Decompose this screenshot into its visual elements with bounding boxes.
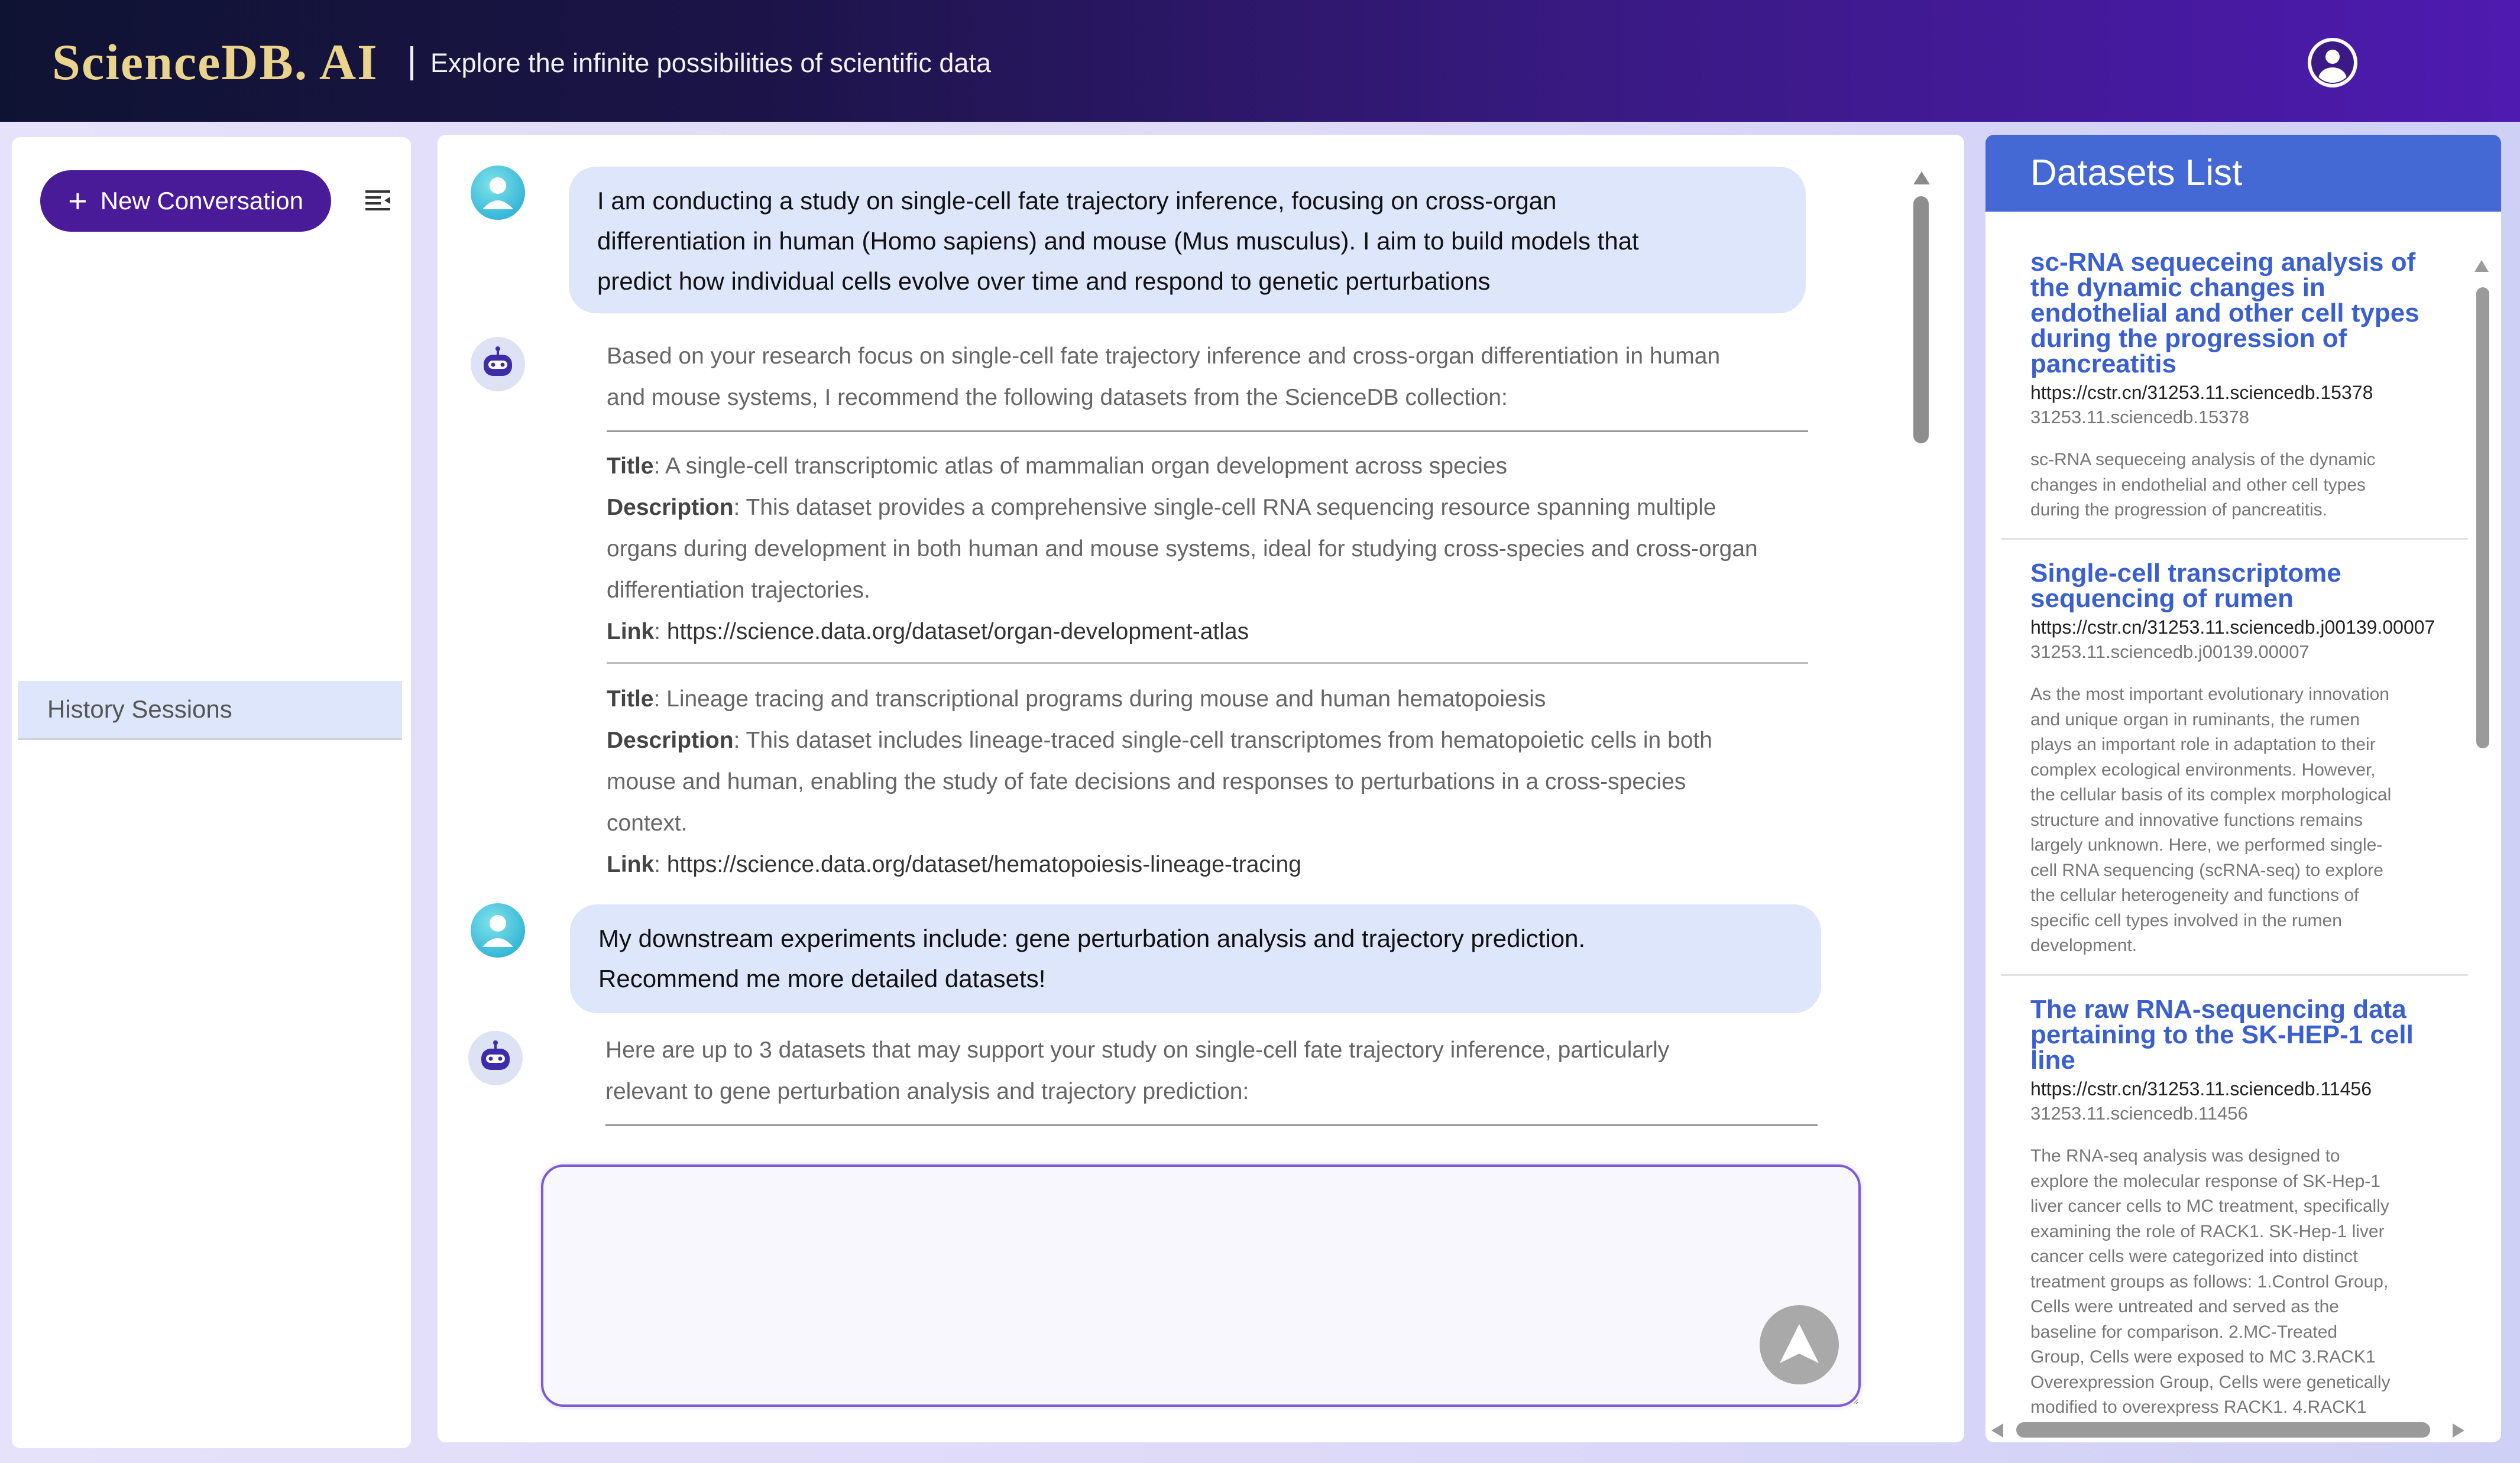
- dataset-card-id: 31253.11.sciencedb.j00139.00007: [2030, 641, 2310, 662]
- assistant-message-1: [607, 336, 1836, 419]
- chat-scrollbar[interactable]: [1913, 196, 1929, 443]
- dataset-title: : A single-cell transcriptomic atlas of mammalian organ development across species: [653, 453, 1508, 479]
- divider: [605, 1124, 1818, 1126]
- divider: [607, 430, 1808, 432]
- dataset-card-url[interactable]: https://cstr.cn/31253.11.sciencedb.j00139.00007: [2030, 617, 2435, 638]
- send-arrow-icon: [1760, 1305, 1839, 1384]
- message-line: predict how individual cells evolve over time and respond to genetic perturbations: [597, 267, 1491, 295]
- message-line: My downstream experiments include: gene perturbation analysis and trajectory prediction.: [598, 924, 1586, 952]
- dataset-card[interactable]: [2030, 249, 2456, 523]
- dataset-description: : This dataset provides a comprehensive single-cell RNA sequencing resource spanning multiple: [733, 495, 1716, 520]
- dataset-link-row: Link: https://science.data.org/dataset/organ-development-atlas: [607, 619, 1249, 644]
- scroll-up-arrow-icon[interactable]: [1913, 171, 1930, 184]
- collapse-sidebar-icon[interactable]: [364, 189, 393, 213]
- app-tagline: Explore the infinite possibilities of scientific data: [430, 48, 991, 78]
- dataset-description-row: [607, 720, 1836, 761]
- divider: [2001, 538, 2468, 540]
- dataset-description: : This dataset includes lineage-traced single-cell transcriptomes from hematopoietic cells in both: [733, 728, 1712, 753]
- new-conversation-button[interactable]: [40, 170, 331, 232]
- message-line: and mouse systems, I recommend the following datasets from the ScienceDB collection:: [607, 385, 1508, 410]
- dataset-description: mouse and human, enabling the study of fate decisions and responses to perturbations in a cross-species: [607, 769, 1686, 794]
- new-conversation-label: New Conversation: [100, 187, 303, 215]
- dataset-card-id: 31253.11.sciencedb.15378: [2030, 407, 2250, 427]
- field-label: Title: [607, 686, 654, 712]
- app-header: [0, 0, 2520, 122]
- app-logo[interactable]: ScienceDB. AI: [52, 34, 378, 90]
- header-separator: [410, 46, 413, 80]
- scroll-up-arrow-icon[interactable]: [2474, 260, 2489, 272]
- dataset-title-row: [607, 679, 1836, 720]
- dataset-title: : Lineage tracing and transcriptional programs during mouse and human hematopoiesis: [653, 686, 1546, 712]
- datasets-vertical-scrollbar[interactable]: [2476, 287, 2489, 748]
- field-label: Link: [607, 852, 655, 877]
- dataset-description: differentiation trajectories.: [607, 578, 870, 603]
- scroll-right-arrow-icon[interactable]: [2453, 1423, 2464, 1438]
- user-message-2: [570, 904, 1821, 1013]
- user-message-1: [569, 167, 1806, 313]
- plus-icon: +: [68, 182, 88, 219]
- message-line: relevant to gene perturbation analysis and trajectory prediction:: [605, 1079, 1249, 1104]
- dataset-card-description: sc-RNA sequeceing analysis of the dynamic changes in endothelial and other cell types during the progression of pancreatitis.: [2030, 450, 2376, 520]
- field-label: Description: [607, 728, 734, 753]
- divider: [2001, 974, 2468, 976]
- dataset-card-id: 31253.11.sciencedb.11456: [2030, 1103, 2248, 1124]
- divider: [607, 662, 1808, 664]
- datasets-panel: [1985, 135, 2501, 1442]
- dataset-link[interactable]: https://science.data.org/dataset/organ-development-atlas: [666, 619, 1249, 644]
- dataset-card-title[interactable]: Single-cell transcriptome sequencing of rumen: [2030, 559, 2341, 613]
- message-line: Here are up to 3 datasets that may support your study on single-cell fate trajectory inference, particularly: [605, 1037, 1670, 1063]
- dataset-card-description: As the most important evolutionary innovation and unique organ in ruminants, the rumen plays an important role in adaptation to their complex ecological environments. However, the cellular basis of its complex morphological structure and innovative functions remains largely unknown. Here, we performed single- cell RNA sequencing (scRNA-seq) to explore the cellular heterogeneity and functions of specific cell types involved in the rumen development.: [2030, 685, 2392, 955]
- dataset-card-url[interactable]: https://cstr.cn/31253.11.sciencedb.15378: [2030, 382, 2373, 403]
- message-line: Recommend me more detailed datasets!: [598, 965, 1046, 992]
- dataset-description-row: [607, 487, 1836, 528]
- dataset-link-row: Link: https://science.data.org/dataset/hematopoiesis-lineage-tracing: [607, 852, 1301, 877]
- message-line: differentiation in human (Homo sapiens) and mouse (Mus musculus). I aim to build models that: [597, 227, 1639, 255]
- dataset-card-title[interactable]: The raw RNA-sequencing data pertaining to the SK-HEP-1 cell line: [2030, 995, 2414, 1075]
- message-line: Based on your research focus on single-cell fate trajectory inference and cross-organ differentiation in human: [607, 343, 1721, 369]
- field-label: Link: [607, 619, 655, 644]
- dataset-recommendation-1: [607, 446, 1836, 653]
- scroll-left-arrow-icon[interactable]: [1991, 1423, 2003, 1438]
- dataset-description: organs during development in both human and mouse systems, ideal for studying cross-species and cross-organ: [607, 536, 1758, 562]
- dataset-card-description: The RNA-seq analysis was designed to explore the molecular response of SK-Hep-1 liver cancer cells to MC treatment, specifically examining the role of RACK1. SK-Hep-1 liver cancer cells were categorized into distinct treatment groups as follows: 1.Control Group, Cells were untreated and served as the baseline for comparison. 2.MC-Treated Group, Cells were exposed to MC 3.RACK1 Overexpression Group, Cells were genetically modified to overexpress RACK1. 4.RACK1: [2030, 1146, 2391, 1417]
- sidebar: [12, 137, 411, 1448]
- field-label: Title: [607, 453, 654, 479]
- dataset-title-row: [607, 446, 1836, 487]
- send-button[interactable]: [1760, 1305, 1839, 1384]
- field-label: Description: [607, 495, 734, 520]
- message-input[interactable]: [541, 1164, 1861, 1407]
- datasets-horizontal-scrollbar[interactable]: [2016, 1422, 2430, 1438]
- dataset-card-url[interactable]: https://cstr.cn/31253.11.sciencedb.11456: [2030, 1078, 2372, 1099]
- assistant-avatar: [471, 337, 525, 391]
- dataset-card[interactable]: [2030, 997, 2456, 1420]
- history-sessions-tab[interactable]: History Sessions: [18, 681, 402, 740]
- assistant-message-2: [605, 1030, 1835, 1112]
- dataset-link[interactable]: https://science.data.org/dataset/hematopoiesis-lineage-tracing: [666, 852, 1301, 877]
- assistant-avatar: [468, 1031, 523, 1085]
- user-account-icon[interactable]: [2308, 38, 2357, 87]
- dataset-card-title[interactable]: sc-RNA sequeceing analysis of the dynamic changes in endothelial and other cell types during the progression of pancreatitis: [2030, 248, 2419, 378]
- chat-panel: [438, 135, 1964, 1442]
- datasets-panel-title: Datasets List: [1985, 135, 2501, 212]
- dataset-card[interactable]: [2030, 560, 2456, 959]
- dataset-recommendation-2: [607, 679, 1836, 885]
- user-avatar: [471, 166, 525, 220]
- dataset-description: context.: [607, 810, 688, 836]
- message-line: I am conducting a study on single-cell fate trajectory inference, focusing on cross-organ: [597, 187, 1557, 215]
- user-avatar: [471, 903, 525, 958]
